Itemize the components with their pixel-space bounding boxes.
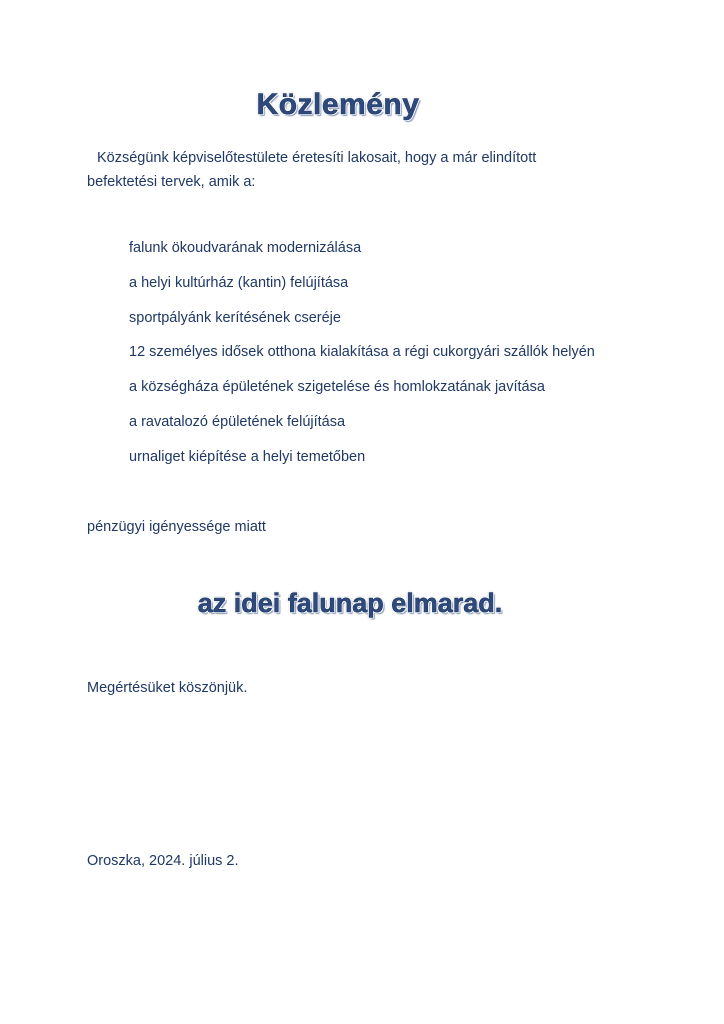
intro-paragraph (87, 146, 627, 194)
list-item: a ravatalozó épületének felújítása (129, 413, 346, 430)
place-date-text: Oroszka, 2024. július 2. (87, 853, 239, 869)
list-item: a községháza épületének szigetelése és homlokzatának javítása (129, 379, 545, 396)
reason-text: pénzügyi igényessége miatt (87, 519, 266, 535)
document-title: Közlemény (256, 88, 420, 121)
thanks-text: Megértésüket köszönjük. (87, 680, 248, 696)
list-item: a helyi kultúrház (kantin) felújítása (129, 274, 349, 291)
headline-announcement: az idei falunap elmarad. (197, 588, 503, 618)
list-item: 12 személyes idősek otthona kialakítása a régi cukorgyári szállók helyén (129, 344, 595, 361)
list-item: falunk ökoudvarának modernizálása (129, 240, 362, 256)
list-item: urnaliget kiépítése a helyi temetőben (129, 448, 366, 465)
list-item: sportpályánk kerítésének cseréje (129, 309, 341, 326)
intro-line-1: Községünk képviselőtestülete éretesíti lakosait, hogy a már elindított (97, 150, 537, 166)
intro-line-2: befektetési tervek, amik a: (87, 174, 256, 190)
project-list (129, 238, 689, 482)
